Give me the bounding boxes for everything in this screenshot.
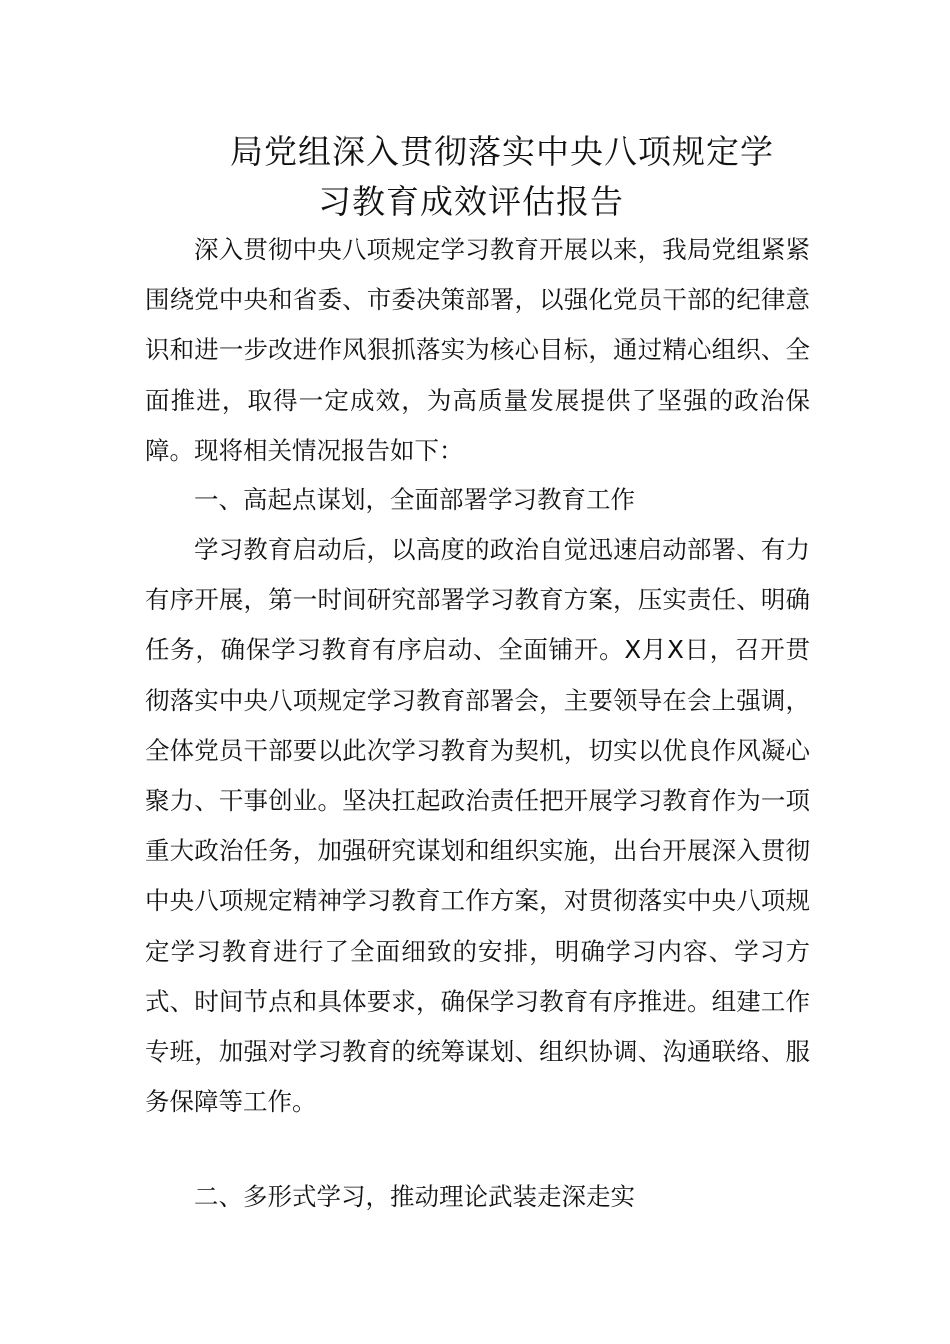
document-title-line-2: 习教育成效评估报告 <box>318 182 624 221</box>
intro-paragraph <box>145 225 810 476</box>
document-title-line-1: 局党组深入贯彻落实中央八项规定学 <box>230 132 774 171</box>
section-1-paragraph-text: 学习教育启动后，以高度的政治自觉迅速启动部署、有力有序开展，第一时间研究部署学习教育方案，压实责任、明确任务，确保学习教育有序启动、全面铺开。X月X日，召开贯彻落实中央八项规定学习教育部署会，主要领导在会上强调，全体党员干部要以此次学习教育为契机，切实以优良作风凝心聚力、干事创业。坚决扛起政治责任把开展学习教育作为一项重大政治任务，加强研究谋划和组织实施，出台开展深入贯彻中央八项规定精神学习教育工作方案，对贯彻落实中央八项规定学习教育进行了全面细致的安排，明确学习内容、学习方式、时间节点和具体要求，确保学习教育有序推进。组建工作专班，加强对学习教育的统筹谋划、组织协调、沟通联络、服务保障等工作。 <box>145 535 810 1117</box>
section-heading-1-text: 一、高起点谋划，全面部署学习教育工作 <box>194 485 635 514</box>
section-1-paragraph <box>145 525 810 1127</box>
section-heading-1 <box>145 475 810 525</box>
intro-paragraph-text: 深入贯彻中央八项规定学习教育开展以来，我局党组紧紧围绕党中央和省委、市委决策部署，以强化党员干部的纪律意识和进一步改进作风狠抓落实为核心目标，通过精心组织、全面推进，取得一定成效，为高质量发展提供了坚强的政治保障。现将相关情况报告如下： <box>145 235 810 465</box>
section-heading-2 <box>145 1172 810 1222</box>
section-heading-2-text: 二、多形式学习，推动理论武装走深走实 <box>194 1182 635 1211</box>
